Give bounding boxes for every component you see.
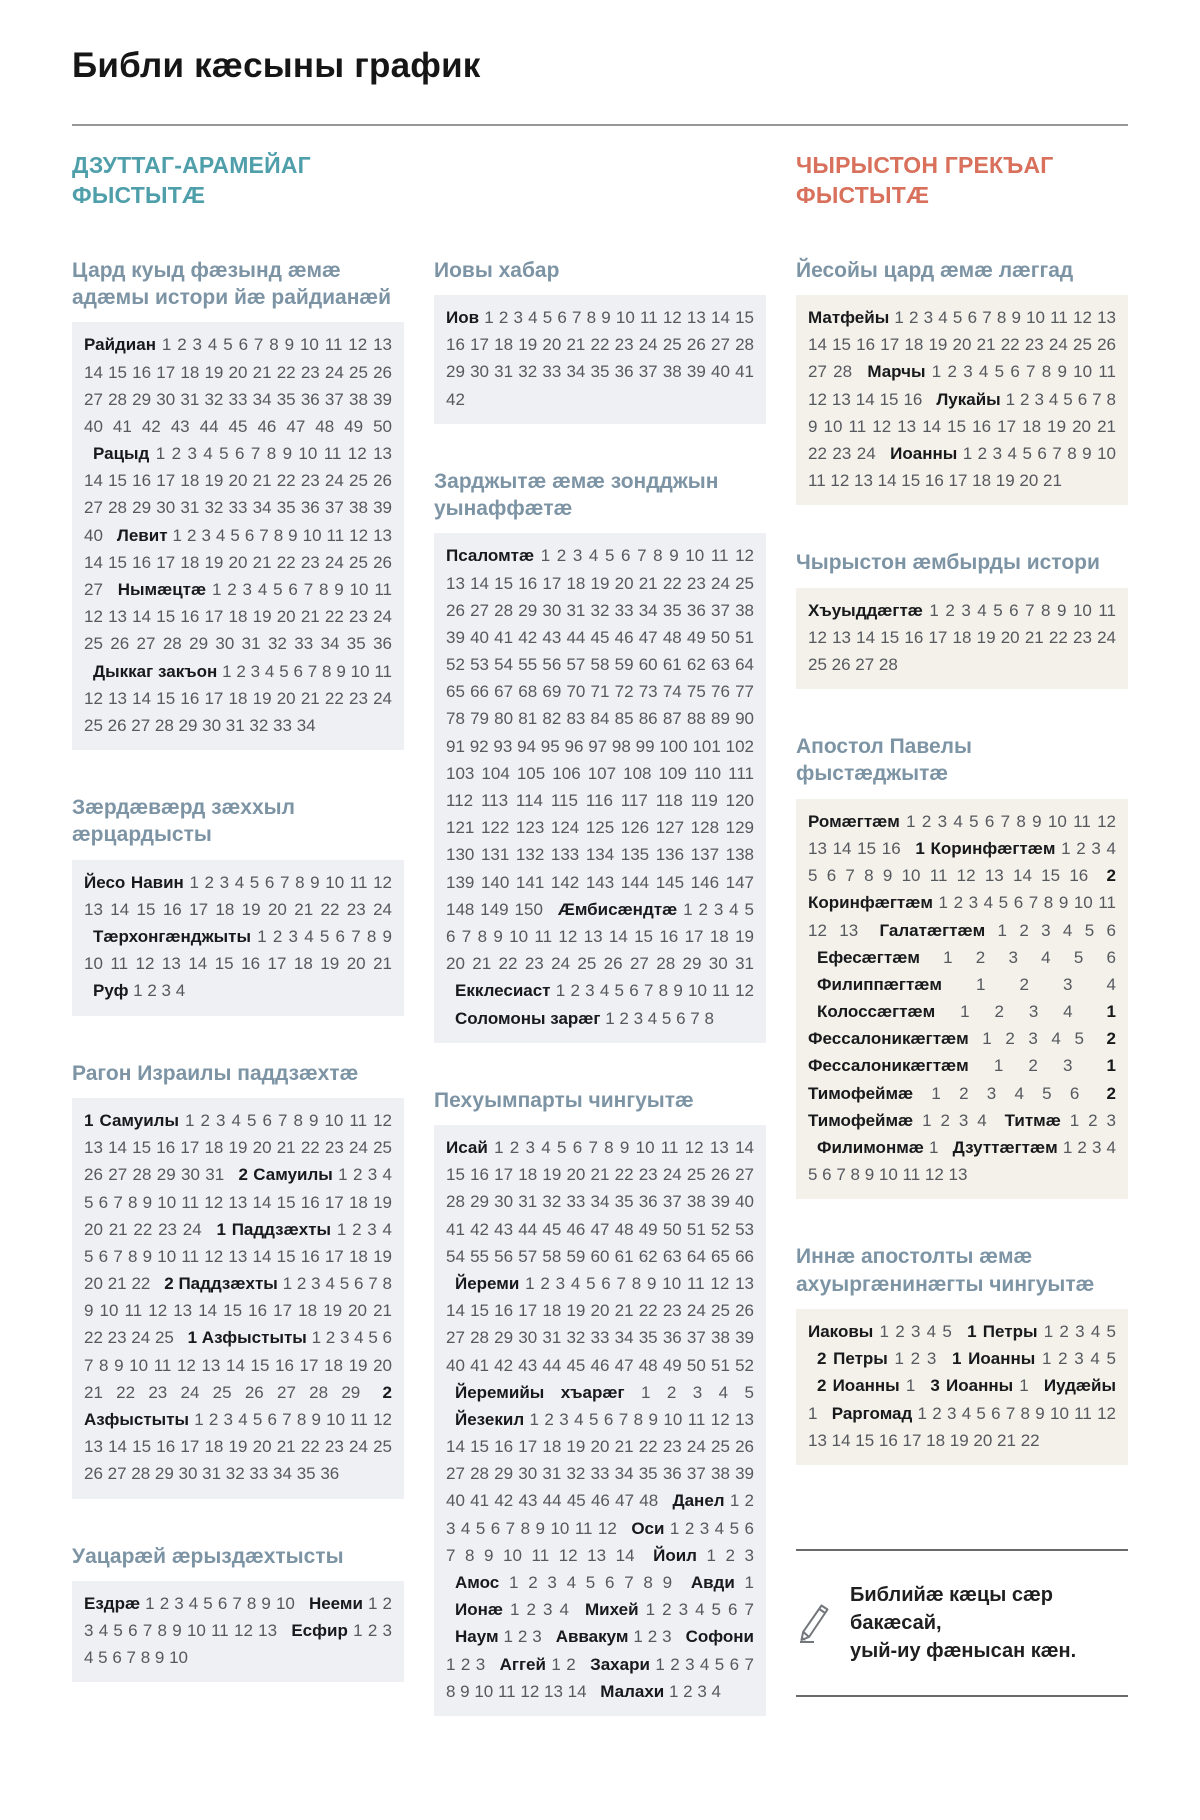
book-name: Оси [631,1518,665,1538]
book-name: Рацыд [93,444,150,464]
chapter-numbers: 1 2 3 4 5 6 [919,947,1116,967]
book-name: 2 Иоанны [817,1376,900,1396]
chapter-numbers: 1 2 3 4 5 6 7 8 9 10 11 12 [550,981,754,1001]
book-name: Нееми [308,1593,363,1613]
book-name: Есфир [291,1621,348,1641]
book-name: Колоссæгтæм [817,1002,936,1022]
reading-section [434,257,766,424]
book-name: Левит [116,525,168,545]
reading-section [796,257,1128,506]
chapter-numbers: 1 2 3 4 5 6 7 8 9 10 11 12 [446,1491,754,1538]
book-name: Йеремийы хъарæг [455,1382,625,1402]
book-name: Раргомад [831,1403,913,1423]
chapter-numbers: 1 [1013,1376,1035,1396]
book-name: Йесо Навин [84,872,184,892]
book-name: Лукайы [936,389,1001,409]
book-name: 1 Самуилы [84,1110,180,1130]
book-name: Тæрхонгæнджыты [93,927,252,947]
book-name: Амос [455,1573,500,1593]
section-heading: Рагон Израилы паддзæхтæ [72,1061,359,1085]
book-name: Филиппæгтæм [817,974,942,994]
chapter-numbers: 1 2 3 4 5 [1037,1322,1117,1341]
book-name: 2 Тимофеймæ [808,1083,1116,1130]
chapter-numbers: 1 [899,1376,922,1396]
book-name: Филимонмæ [817,1138,924,1158]
book-name: Йезекил [455,1409,525,1429]
chapter-box [72,1581,404,1683]
book-name: 2 Самуилы [238,1165,333,1185]
chapter-box [72,322,404,750]
book-name: 1 Фессалоникæгтæм [808,1002,1116,1049]
book-name: 2 Паддзæхты [164,1274,278,1294]
title-divider [72,124,1128,126]
chapter-numbers: 1 2 3 4 5 6 7 8 9 10 11 12 13 14 15 16 17 18 19 20 21 22 23 24 25 26 27 28 29 30 31 32 33 34 35 36 [84,580,392,654]
note-line-1: Библийæ кæцы сæр бакæсай, [850,1583,1054,1634]
chapter-numbers: 1 2 3 [628,1627,677,1647]
group-header-spacer [434,150,766,211]
book-name: Хъуыддæгтæ [808,600,923,620]
chapter-box [796,295,1128,505]
book-name: Ездрæ [84,1593,141,1613]
book-name: Иов [446,308,480,328]
chapter-numbers: 1 2 3 4 [941,974,1116,994]
reading-plan-columns [72,257,1128,1760]
chapter-numbers: 1 2 3 4 5 6 7 8 9 10 11 12 13 14 15 16 17 18 19 20 21 22 23 24 25 26 27 28 [808,308,1116,382]
chapter-numbers: 1 2 3 4 5 6 7 8 9 10 11 12 13 14 15 16 17 18 19 20 21 22 23 24 25 26 27 28 29 30 31 32 33 34 35 36 37 38 39 40 [84,444,392,545]
chapter-numbers: 1 2 3 [498,1627,547,1647]
reading-section [434,1087,766,1716]
chapter-numbers: 1 2 3 4 5 6 7 8 9 10 11 12 13 14 15 16 17 18 19 20 21 22 23 24 25 26 27 28 29 30 31 32 33 34 35 36 37 38 39 40 41 42 43 44 45 46 47 48 49 50 51 52 53 54 55 56 57 58 59 60 61 62 63 64 65 66 67 68 69 70 71 72 73 74 75 76 77 78 79 80 81 82 83 84 85 86 87 88 89 90 91 92 93 94 95 96 97 98 99 100 101 102 103 104 105 106 107 108 109 110 111 112 113 114 115 116 117 118 119 120 121 122 123 124 125 126 127 128 129 130 131 132 133 134 135 136 137 138 139 140 141 142 143 144 145 146 147 148 149 150 [446,546,754,919]
book-name: Йереми [455,1273,520,1293]
note-line-2: уый-иу фæнысан кæн. [850,1639,1077,1662]
column-3 [796,257,1128,1697]
chapter-numbers: 1 2 3 4 5 6 [985,920,1116,940]
chapter-numbers: 1 2 3 4 5 6 7 8 9 10 11 12 13 [808,893,1116,940]
chapter-numbers: 1 2 3 4 5 6 7 8 9 10 11 12 13 14 15 16 17 18 19 20 21 22 23 24 [84,872,392,919]
reading-section [72,1543,404,1683]
chapter-numbers: 1 2 3 4 5 6 7 8 9 10 11 12 13 14 15 16 17 18 19 20 21 22 23 24 25 26 27 28 29 [84,1328,392,1402]
chapter-numbers: 1 2 3 4 5 6 7 8 [600,1008,714,1028]
book-name: 1 Петры [967,1322,1038,1341]
chapter-numbers: 1 2 3 4 [913,1110,996,1130]
chapter-numbers: 1 2 3 4 5 6 7 8 9 10 11 12 13 14 [446,1518,754,1565]
book-name: Михей [585,1600,639,1620]
chapter-numbers: 1 2 3 4 5 6 7 8 9 10 11 12 13 14 [446,1654,754,1701]
book-name: Ионæ [455,1600,503,1620]
chapter-numbers: 1 2 3 [887,1349,943,1369]
chapter-numbers: 1 2 3 4 5 6 7 8 9 10 11 12 13 [84,1593,392,1641]
chapter-numbers: 1 2 3 4 5 6 7 8 9 10 11 12 13 14 15 16 17 18 19 20 21 22 23 24 25 26 27 28 [808,600,1116,674]
chapter-box [434,295,766,424]
book-name: Галатæгтæм [879,920,986,940]
reading-section [72,257,404,750]
book-name: Авди [690,1573,735,1593]
book-name: Дыккаг закъон [93,661,218,681]
chapter-numbers: 1 2 3 4 5 6 7 8 9 10 11 12 13 14 15 16 17 18 19 20 21 [808,443,1117,491]
chapter-numbers: 1 2 3 4 5 6 7 [638,1600,754,1620]
section-heading: Апостол Павелы фыстæджытæ [796,735,972,786]
chapter-numbers: 1 2 3 4 5 6 [913,1083,1098,1103]
column-3-sections [796,257,1128,1465]
chapter-numbers: 1 2 3 4 5 6 7 8 9 10 11 12 13 14 15 16 17 18 19 20 21 22 [808,1403,1116,1450]
chapter-numbers: 1 2 3 4 5 [968,1029,1098,1049]
chapter-box [72,860,404,1016]
chapter-box [434,533,766,1042]
section-heading: Пехуымпарты чингуытæ [434,1088,694,1112]
chapter-box [796,1309,1128,1465]
book-name: Марчы [867,362,926,382]
chapter-numbers: 1 2 3 [446,1654,491,1674]
chapter-numbers: 1 2 3 4 5 6 7 8 9 10 11 12 13 14 15 16 [808,838,1116,886]
note-text [850,1581,1126,1665]
chapter-numbers: 1 2 3 4 5 [624,1382,754,1402]
chapter-numbers: 1 2 3 4 [935,1002,1098,1022]
book-name: Æмбисæндтæ [557,899,678,919]
column-2 [434,257,766,1760]
book-name: 2 Петры [817,1349,888,1369]
chapter-numbers: 1 2 3 4 5 6 7 8 9 10 11 12 13 14 15 16 17 18 19 20 21 22 23 24 25 26 27 28 29 30 31 32 33 34 35 36 37 38 39 40 41 42 43 44 45 46 47 48 49 50 [84,335,392,436]
reading-note [796,1549,1128,1697]
book-name: 2 Азфыстыты [84,1382,392,1430]
chapter-numbers: 1 2 3 4 5 [1035,1349,1116,1369]
book-name: Руф [93,981,129,1001]
reading-section [796,549,1128,689]
book-name: 1 Паддзæхты [216,1219,332,1239]
reading-section [796,733,1128,1199]
book-name: Йоил [653,1545,697,1565]
reading-section [72,794,404,1016]
reading-section [434,468,766,1043]
chapter-numbers: 1 2 [545,1654,582,1674]
chapter-box [434,1125,766,1716]
page-title: Библи кæсыны график [72,46,481,85]
book-name: Екклесиаст [455,981,551,1001]
chapter-numbers: 1 2 3 4 5 6 7 8 9 10 11 12 13 14 15 16 17 18 19 20 21 22 23 24 25 26 27 28 29 30 31 32 33 34 35 36 [84,1410,392,1484]
chapter-numbers: 1 2 3 4 5 6 7 8 9 10 11 12 13 14 15 16 17 18 19 20 21 22 23 24 25 26 27 [84,525,392,599]
book-name: Псаломтæ [446,546,535,566]
book-name: 1 Тимофеймæ [808,1056,1116,1103]
chapter-numbers: 1 2 3 4 5 6 7 8 9 10 11 12 13 14 15 16 [808,362,1117,409]
book-name: Соломоны зарæг [455,1008,601,1028]
book-name: Ефесæгтæм [817,947,920,967]
book-name: Иаковы [808,1322,874,1341]
chapter-numbers: 1 [808,1403,823,1423]
chapter-numbers: 1 2 3 4 [503,1600,576,1620]
book-name: Титмæ [1004,1110,1061,1130]
section-heading: Цард куыд фæзынд æмæ адæмы истори йæ райдианæй [72,258,391,310]
reading-section [796,1243,1128,1465]
book-name: Райдиан [84,335,156,355]
column-1 [72,257,404,1727]
book-name: 1 Иоанны [951,1349,1036,1369]
section-heading: Иовы хабар [434,258,560,282]
book-name: Софони [685,1627,754,1647]
group-header-row [72,150,1128,211]
chapter-box [796,588,1128,690]
chapter-numbers: 1 2 3 4 5 6 7 8 9 10 11 12 13 14 15 16 17 18 19 20 21 22 23 24 25 26 27 28 29 30 31 32 33 34 35 36 37 38 39 40 41 42 43 44 45 46 47 48 49 50 51 52 [446,1273,754,1375]
section-heading: Иннæ апостолты æмæ ахуыргæнинæгты чингуытæ [796,1245,1095,1296]
chapter-numbers: 1 2 3 4 5 6 7 8 9 10 11 12 13 14 15 16 17 18 19 20 21 22 23 24 25 26 27 28 29 30 31 [446,899,754,974]
section-heading: Зарджытæ æмæ зондджын уынаффæтæ [434,469,719,521]
book-name: Дзуттæгтæм [952,1138,1058,1158]
book-name: Захари [590,1654,650,1674]
chapter-numbers: 1 2 3 [968,1056,1098,1076]
book-name: Аггей [499,1654,546,1674]
chapter-numbers: 1 [923,1138,944,1158]
chapter-numbers: 1 2 3 4 5 6 7 8 9 10 11 12 13 14 15 16 17 18 19 20 21 22 23 24 25 26 27 28 29 30 31 32 33 34 35 36 37 38 39 40 41 42 43 44 45 46 47 48 [446,1409,754,1511]
chapter-numbers: 1 2 3 4 5 6 7 8 9 10 [140,1593,300,1613]
book-name: Аввакум [555,1627,629,1647]
book-name: 2 Коринфæгтæм [808,866,1116,913]
section-heading: Чырыстон æмбырды истори [796,551,1100,575]
book-name: Матфейы [808,308,890,328]
chapter-numbers: 1 2 3 4 5 6 7 8 9 10 11 12 13 14 15 16 17 18 19 20 21 22 23 24 25 26 27 28 29 30 31 32 33 34 35 36 37 38 39 40 41 42 [446,308,754,409]
chapter-numbers: 1 2 3 [696,1545,754,1565]
book-name: Нымæцтæ [117,580,207,599]
section-heading: Уацарæй æрыздæхтысты [72,1544,344,1568]
chapter-numbers: 1 2 3 4 5 6 7 8 9 10 11 12 13 14 15 16 17 18 19 20 21 22 23 24 [84,1165,392,1239]
chapter-numbers: 1 2 3 4 [664,1681,721,1701]
chapter-numbers: 1 2 3 [1060,1110,1116,1130]
book-name: 2 Фессалоникæгтæм [808,1029,1116,1076]
chapter-box [796,799,1128,1200]
chapter-box [72,1098,404,1499]
chapter-numbers: 1 2 3 4 5 6 7 8 9 [499,1573,682,1593]
chapter-numbers: 1 2 3 4 5 6 7 8 9 10 11 12 13 14 15 16 17 18 19 20 21 22 23 24 25 26 27 28 29 30 31 32 33 34 [84,661,392,735]
book-name: Иоанны [890,443,958,463]
chapter-numbers: 1 2 3 4 5 6 7 8 9 10 11 12 13 14 15 16 17 18 19 20 21 22 23 24 25 [84,1274,392,1348]
book-name: 1 Азфыстыты [187,1328,307,1348]
chapter-numbers: 1 2 3 4 5 6 7 8 9 10 11 12 13 14 15 16 17 18 19 20 21 22 23 24 [808,389,1117,463]
book-name: Наум [455,1627,499,1647]
section-heading: Йесойы цард æмæ лæггад [796,258,1074,282]
chapter-numbers: 1 2 3 4 5 6 7 8 9 10 11 12 13 14 15 16 17 18 19 20 21 22 23 24 25 26 27 28 29 30 31 32 33 34 35 36 37 38 39 40 41 42 43 44 45 46 47 48 49 50 51 52 53 54 55 56 57 58 59 60 61 62 63 64 65 66 [446,1138,754,1266]
section-heading: Зæрдæвæрд зæххыл æрцардысты [72,796,295,847]
chapter-numbers: 1 2 3 4 5 6 7 8 9 10 11 12 13 14 15 16 17 18 19 20 21 22 23 24 25 26 27 28 29 30 31 [84,1110,392,1185]
chapter-numbers: 1 2 3 4 5 [873,1322,959,1341]
chapter-numbers: 1 2 3 4 5 6 7 8 9 10 11 12 13 14 15 16 17 18 19 20 21 [84,927,392,974]
book-name: 3 Иоанны [930,1376,1014,1396]
chapter-numbers: 1 2 3 4 5 6 7 8 9 10 11 12 13 14 15 16 17 18 19 20 21 22 [84,1219,392,1294]
chapter-numbers: 1 2 3 4 5 6 7 8 9 10 11 12 13 14 15 16 [808,811,1116,858]
book-name: Данел [672,1491,725,1511]
reading-section [72,1060,404,1499]
chapter-numbers: 1 2 3 4 5 6 7 8 9 10 11 12 13 [808,1138,1116,1185]
chapter-numbers: 1 2 3 4 [128,981,186,1001]
group-header-christian-greek: ЧЫРЫСТОН ГРЕКЪАГ ФЫСТЫТÆ [796,152,1054,209]
book-name: 1 Коринфæгтæм [915,838,1056,858]
pencil-icon [798,1603,832,1643]
chapter-numbers: 1 [734,1573,754,1593]
group-header-hebrew-aramaic: ДЗУТТАГ-АРАМЕЙАГ ФЫСТЫТÆ [72,152,311,209]
book-name: Исай [446,1138,488,1158]
book-name: Иудæйы [1043,1376,1116,1396]
book-name: Ромæгтæм [808,811,900,831]
book-name: Малахи [600,1681,665,1701]
chapter-numbers: 1 2 3 4 5 6 7 8 9 10 [84,1621,392,1668]
